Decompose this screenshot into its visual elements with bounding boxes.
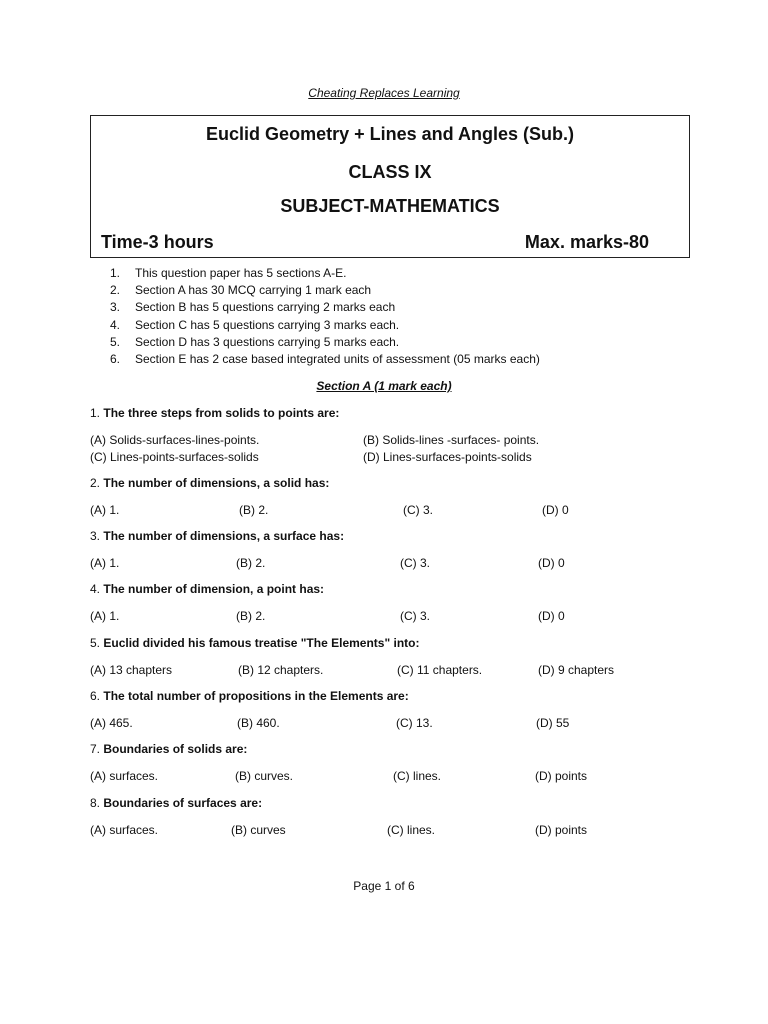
q5-option-b: (B) 12 chapters. — [238, 663, 324, 677]
question-text: The three steps from solids to points are: — [103, 406, 340, 420]
q3-option-d: (D) 0 — [538, 556, 565, 570]
section-a-heading: Section A (1 mark each) — [316, 379, 452, 393]
instruction-number: 3. — [110, 300, 121, 315]
q1-option-a: (A) Solids-surfaces-lines-points. — [90, 433, 260, 447]
q8-option-c: (C) lines. — [387, 823, 436, 837]
q6-option-b: (B) 460. — [237, 716, 280, 730]
question-number: 7. — [90, 742, 101, 756]
q2-option-b: (B) 2. — [239, 503, 269, 517]
question-8 — [90, 796, 262, 810]
q3-option-c: (C) 3. — [400, 556, 430, 570]
instruction-item — [110, 334, 540, 351]
question-7 — [90, 742, 247, 756]
q8-option-a: (A) surfaces. — [90, 823, 159, 837]
question-number: 1. — [90, 406, 101, 420]
q1-option-d: (D) Lines-surfaces-points-solids — [363, 450, 532, 464]
q8-option-d: (D) points — [535, 823, 588, 837]
instruction-text: Section A has 30 MCQ carrying 1 mark each — [135, 283, 372, 298]
max-marks-label: Max. marks-80 — [524, 232, 649, 252]
subject-label: SUBJECT-MATHEMATICS — [280, 196, 500, 216]
q2-option-c: (C) 3. — [403, 503, 433, 517]
question-text: The number of dimension, a point has: — [103, 582, 325, 596]
question-number: 3. — [90, 529, 101, 543]
instruction-number: 2. — [110, 283, 121, 298]
instruction-item — [110, 351, 540, 368]
instruction-number: 4. — [110, 317, 121, 332]
question-text: The total number of propositions in the Elements are: — [103, 689, 409, 703]
question-number: 2. — [90, 476, 101, 490]
q7-option-d: (D) points — [535, 769, 588, 783]
question-5 — [90, 636, 419, 650]
q3-option-a: (A) 1. — [90, 556, 120, 570]
question-text: Boundaries of solids are: — [103, 742, 248, 756]
q4-option-d: (D) 0 — [538, 609, 565, 623]
instruction-text: Section C has 5 questions carrying 3 marks each. — [135, 317, 400, 332]
instruction-item — [110, 299, 540, 316]
instruction-number: 6. — [110, 351, 121, 366]
header-note: Cheating Replaces Learning — [308, 86, 460, 100]
q6-option-c: (C) 13. — [396, 716, 433, 730]
question-number: 5. — [90, 636, 101, 650]
question-4 — [90, 582, 324, 596]
paper-topic-title: Euclid Geometry + Lines and Angles (Sub.) — [206, 124, 574, 144]
instruction-text: Section D has 3 questions carrying 5 marks each. — [135, 334, 400, 349]
instruction-number: 1. — [110, 266, 121, 280]
question-text: Euclid divided his famous treatise "The Elements" into: — [103, 636, 420, 650]
question-2 — [90, 476, 329, 490]
question-6 — [90, 689, 409, 703]
class-label: CLASS IX — [348, 162, 432, 182]
instruction-number: 5. — [110, 334, 121, 349]
instruction-text: This question paper has 5 sections A-E. — [135, 266, 347, 280]
q5-option-c: (C) 11 chapters. — [397, 663, 483, 677]
question-text: Boundaries of surfaces are: — [103, 796, 263, 810]
q4-option-c: (C) 3. — [400, 609, 430, 623]
question-text: The number of dimensions, a surface has: — [103, 529, 345, 543]
instruction-text: Section E has 2 case based integrated units of assessment (05 marks each) — [135, 351, 540, 366]
page-number-footer: Page 1 of 6 — [353, 879, 415, 893]
q6-option-a: (A) 465. — [90, 716, 133, 730]
question-number: 8. — [90, 796, 101, 810]
question-1 — [90, 406, 339, 420]
instruction-item — [110, 317, 540, 334]
q3-option-b: (B) 2. — [236, 556, 266, 570]
instruction-text: Section B has 5 questions carrying 2 marks each — [135, 300, 396, 315]
q7-option-b: (B) curves. — [235, 769, 294, 783]
question-number: 6. — [90, 689, 101, 703]
time-label: Time-3 hours — [101, 232, 214, 252]
q4-option-a: (A) 1. — [90, 609, 120, 623]
question-text: The number of dimensions, a solid has: — [103, 476, 330, 490]
instruction-item — [110, 265, 540, 282]
q1-option-b: (B) Solids-lines -surfaces- points. — [363, 433, 540, 447]
q4-option-b: (B) 2. — [236, 609, 266, 623]
q6-option-d: (D) 55 — [536, 716, 570, 730]
question-number: 4. — [90, 582, 101, 596]
title-box — [90, 115, 690, 258]
q1-option-c: (C) Lines-points-surfaces-solids — [90, 450, 259, 464]
q7-option-c: (C) lines. — [393, 769, 442, 783]
q2-option-a: (A) 1. — [90, 503, 120, 517]
q5-option-a: (A) 13 chapters — [90, 663, 173, 677]
q2-option-d: (D) 0 — [542, 503, 569, 517]
q5-option-d: (D) 9 chapters — [538, 663, 615, 677]
q8-option-b: (B) curves — [231, 823, 286, 837]
instruction-item — [110, 282, 540, 299]
instructions-list — [110, 265, 540, 368]
q7-option-a: (A) surfaces. — [90, 769, 159, 783]
question-3 — [90, 529, 344, 543]
